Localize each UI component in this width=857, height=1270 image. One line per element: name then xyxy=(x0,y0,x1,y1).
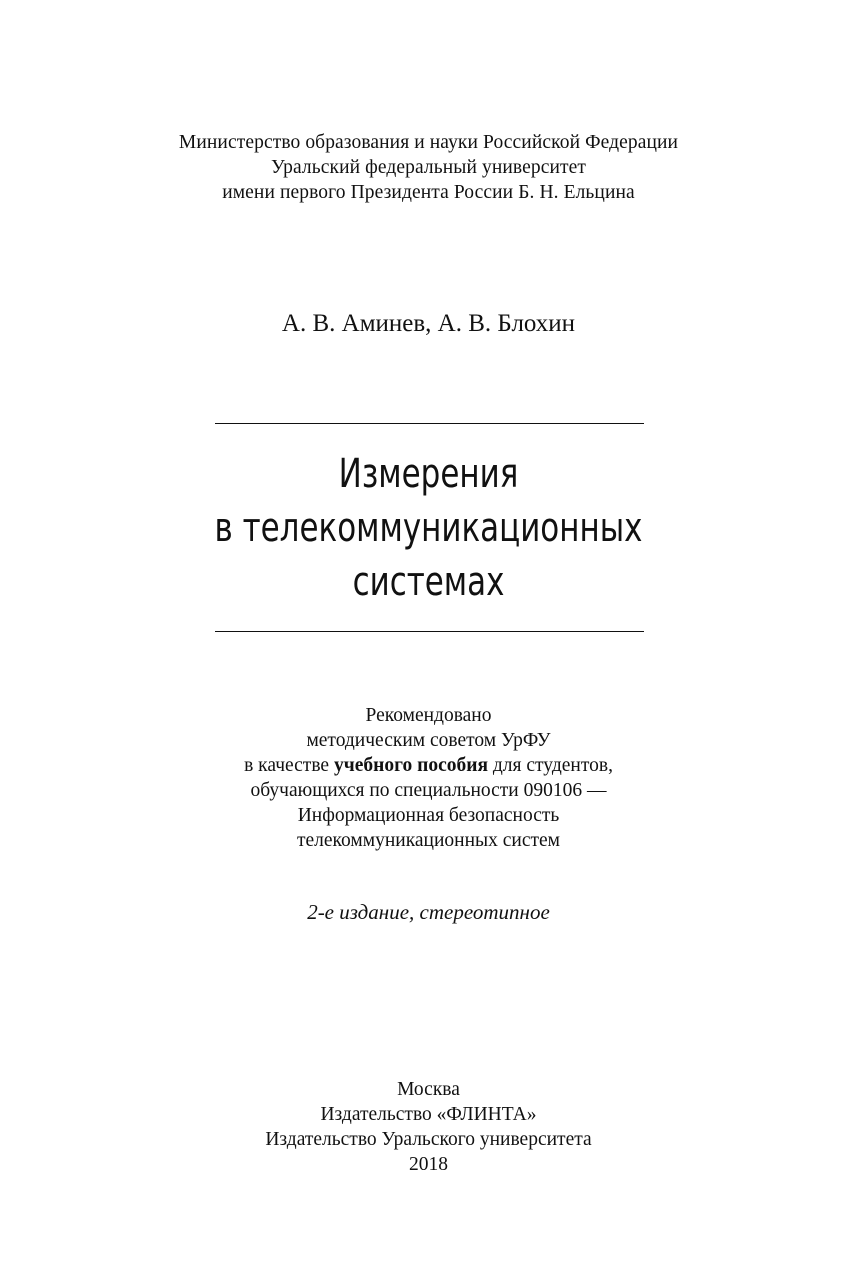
edition-text: 2-е издание, стереотипное xyxy=(307,900,550,924)
imprint-publisher-1: Издательство «ФЛИНТА» xyxy=(320,1104,537,1125)
recommend-line-5: Информационная безопасность xyxy=(297,805,560,826)
authors xyxy=(0,308,857,340)
ministry-line: Министерство образования и науки Российской Федерации xyxy=(178,132,679,153)
title-line-1: Измерения xyxy=(338,451,519,497)
title-line-3: системах xyxy=(352,559,505,605)
institution-header xyxy=(0,130,857,205)
imprint-city: Москва xyxy=(397,1079,460,1100)
textbook-type-bold: учебного пособия xyxy=(333,755,489,776)
recommend-line-3 xyxy=(0,753,857,778)
authors-text: А. В. Аминев, А. В. Блохин xyxy=(281,310,576,337)
title-top-rule xyxy=(215,423,644,424)
imprint xyxy=(0,1077,857,1177)
recommend-line-6: телекоммуникационных систем xyxy=(296,830,561,851)
university-line: Уральский федеральный университет xyxy=(270,157,587,178)
title-bottom-rule xyxy=(215,631,644,632)
recommend-line-1: Рекомендовано xyxy=(365,705,492,726)
recommend-line-3-prefix: в качестве xyxy=(244,755,334,776)
recommendation-note xyxy=(0,703,857,853)
recommend-line-2: методическим советом УрФУ xyxy=(306,730,551,751)
edition-note xyxy=(0,898,857,926)
university-named-line: имени первого Президента России Б. Н. Ельцина xyxy=(222,182,635,203)
book-title xyxy=(60,447,797,609)
title-line-2: в телекоммуникационных xyxy=(214,505,643,551)
recommend-line-4: обучающихся по специальности 090106 — xyxy=(250,780,607,801)
recommend-line-3-suffix: для студентов, xyxy=(488,755,613,776)
imprint-publisher-2: Издательство Уральского университета xyxy=(265,1129,592,1150)
imprint-year: 2018 xyxy=(409,1154,448,1175)
